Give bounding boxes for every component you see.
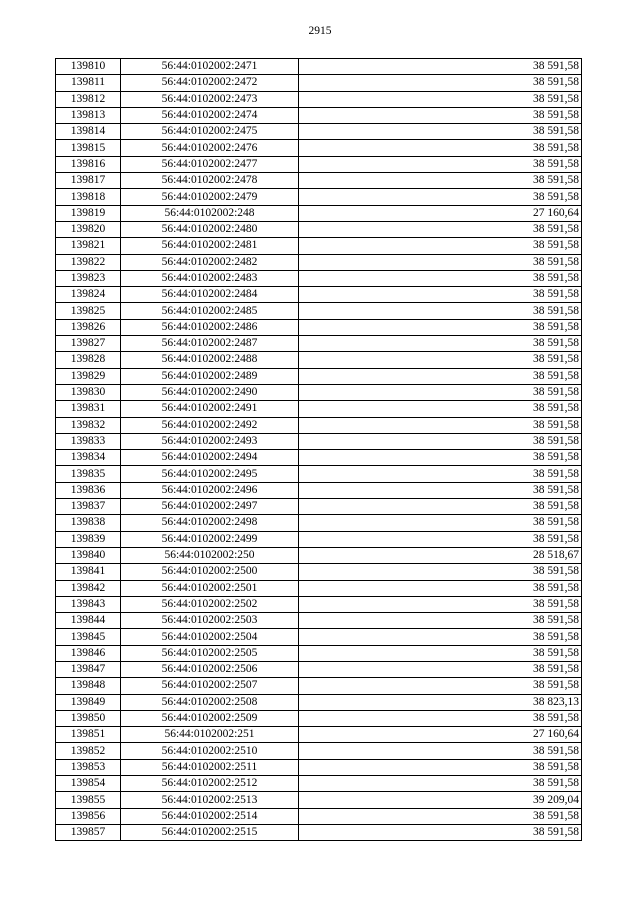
table-row bbox=[56, 401, 582, 417]
table-row bbox=[56, 368, 582, 384]
row-number-cell: 139819 bbox=[56, 205, 121, 221]
cadastral-value-cell: 38 591,58 bbox=[299, 596, 582, 612]
row-number-cell: 139840 bbox=[56, 547, 121, 563]
cadastral-number-cell: 56:44:0102002:2495 bbox=[121, 466, 299, 482]
cadastral-number-cell: 56:44:0102002:2504 bbox=[121, 629, 299, 645]
cadastral-value-cell: 38 591,58 bbox=[299, 287, 582, 303]
table-row bbox=[56, 417, 582, 433]
cadastral-number-cell: 56:44:0102002:2477 bbox=[121, 156, 299, 172]
cadastral-value-cell: 38 591,58 bbox=[299, 189, 582, 205]
cadastral-value-cell: 38 591,58 bbox=[299, 368, 582, 384]
cadastral-value-cell: 38 591,58 bbox=[299, 417, 582, 433]
cadastral-number-cell: 56:44:0102002:2492 bbox=[121, 417, 299, 433]
cadastral-number-cell: 56:44:0102002:248 bbox=[121, 205, 299, 221]
cadastral-value-cell: 38 591,58 bbox=[299, 433, 582, 449]
row-number-cell: 139851 bbox=[56, 727, 121, 743]
cadastral-number-cell: 56:44:0102002:2487 bbox=[121, 336, 299, 352]
row-number-cell: 139832 bbox=[56, 417, 121, 433]
cadastral-value-cell: 38 591,58 bbox=[299, 336, 582, 352]
row-number-cell: 139836 bbox=[56, 482, 121, 498]
cadastral-number-cell: 56:44:0102002:2506 bbox=[121, 661, 299, 677]
row-number-cell: 139827 bbox=[56, 336, 121, 352]
cadastral-number-cell: 56:44:0102002:2509 bbox=[121, 710, 299, 726]
page-number: 2915 bbox=[308, 25, 332, 37]
table-row bbox=[56, 287, 582, 303]
row-number-cell: 139829 bbox=[56, 368, 121, 384]
cadastral-value-cell: 38 591,58 bbox=[299, 710, 582, 726]
cadastral-value-cell: 38 591,58 bbox=[299, 482, 582, 498]
table-row bbox=[56, 91, 582, 107]
row-number-cell: 139856 bbox=[56, 808, 121, 824]
row-number-cell: 139816 bbox=[56, 156, 121, 172]
table-row bbox=[56, 678, 582, 694]
table-row bbox=[56, 303, 582, 319]
cadastral-number-cell: 56:44:0102002:2513 bbox=[121, 792, 299, 808]
row-number-cell: 139853 bbox=[56, 759, 121, 775]
row-number-cell: 139824 bbox=[56, 287, 121, 303]
cadastral-value-cell: 38 591,58 bbox=[299, 515, 582, 531]
row-number-cell: 139852 bbox=[56, 743, 121, 759]
cadastral-number-cell: 56:44:0102002:2507 bbox=[121, 678, 299, 694]
cadastral-number-cell: 56:44:0102002:2474 bbox=[121, 107, 299, 123]
cadastral-number-cell: 56:44:0102002:2484 bbox=[121, 287, 299, 303]
cadastral-number-cell: 56:44:0102002:2491 bbox=[121, 401, 299, 417]
row-number-cell: 139837 bbox=[56, 499, 121, 515]
row-number-cell: 139818 bbox=[56, 189, 121, 205]
cadastral-number-cell: 56:44:0102002:2496 bbox=[121, 482, 299, 498]
row-number-cell: 139828 bbox=[56, 352, 121, 368]
cadastral-value-cell: 38 591,58 bbox=[299, 776, 582, 792]
row-number-cell: 139830 bbox=[56, 384, 121, 400]
table-row bbox=[56, 270, 582, 286]
cadastral-number-cell: 56:44:0102002:2498 bbox=[121, 515, 299, 531]
cadastral-value-cell: 38 591,58 bbox=[299, 352, 582, 368]
table-row bbox=[56, 547, 582, 563]
cadastral-number-cell: 56:44:0102002:2511 bbox=[121, 759, 299, 775]
row-number-cell: 139815 bbox=[56, 140, 121, 156]
table-row bbox=[56, 661, 582, 677]
table-row bbox=[56, 189, 582, 205]
cadastral-number-cell: 56:44:0102002:251 bbox=[121, 727, 299, 743]
row-number-cell: 139821 bbox=[56, 238, 121, 254]
row-number-cell: 139813 bbox=[56, 107, 121, 123]
table-row bbox=[56, 792, 582, 808]
cadastral-value-cell: 38 591,58 bbox=[299, 678, 582, 694]
cadastral-value-table bbox=[55, 58, 582, 841]
table-row bbox=[56, 140, 582, 156]
row-number-cell: 139839 bbox=[56, 531, 121, 547]
cadastral-number-cell: 56:44:0102002:2475 bbox=[121, 124, 299, 140]
cadastral-value-cell: 38 591,58 bbox=[299, 645, 582, 661]
cadastral-number-cell: 56:44:0102002:2479 bbox=[121, 189, 299, 205]
cadastral-value-cell: 38 823,13 bbox=[299, 694, 582, 710]
row-number-cell: 139826 bbox=[56, 319, 121, 335]
cadastral-number-cell: 56:44:0102002:2481 bbox=[121, 238, 299, 254]
table-row bbox=[56, 710, 582, 726]
cadastral-value-cell: 38 591,58 bbox=[299, 661, 582, 677]
cadastral-value-cell: 38 591,58 bbox=[299, 531, 582, 547]
table-row bbox=[56, 107, 582, 123]
row-number-cell: 139833 bbox=[56, 433, 121, 449]
table-row bbox=[56, 515, 582, 531]
row-number-cell: 139838 bbox=[56, 515, 121, 531]
cadastral-number-cell: 56:44:0102002:2508 bbox=[121, 694, 299, 710]
cadastral-number-cell: 56:44:0102002:2500 bbox=[121, 564, 299, 580]
cadastral-number-cell: 56:44:0102002:2483 bbox=[121, 270, 299, 286]
cadastral-number-cell: 56:44:0102002:2485 bbox=[121, 303, 299, 319]
table-body bbox=[56, 59, 582, 841]
row-number-cell: 139831 bbox=[56, 401, 121, 417]
table-row bbox=[56, 482, 582, 498]
row-number-cell: 139846 bbox=[56, 645, 121, 661]
table-row bbox=[56, 727, 582, 743]
cadastral-number-cell: 56:44:0102002:2510 bbox=[121, 743, 299, 759]
table-row bbox=[56, 75, 582, 91]
cadastral-value-cell: 38 591,58 bbox=[299, 824, 582, 840]
row-number-cell: 139823 bbox=[56, 270, 121, 286]
cadastral-value-cell: 39 209,04 bbox=[299, 792, 582, 808]
table-row bbox=[56, 759, 582, 775]
row-number-cell: 139835 bbox=[56, 466, 121, 482]
cadastral-number-cell: 56:44:0102002:2494 bbox=[121, 450, 299, 466]
cadastral-number-cell: 56:44:0102002:2505 bbox=[121, 645, 299, 661]
row-number-cell: 139848 bbox=[56, 678, 121, 694]
cadastral-number-cell: 56:44:0102002:2488 bbox=[121, 352, 299, 368]
cadastral-value-cell: 27 160,64 bbox=[299, 727, 582, 743]
row-number-cell: 139857 bbox=[56, 824, 121, 840]
cadastral-value-cell: 38 591,58 bbox=[299, 173, 582, 189]
table-row bbox=[56, 124, 582, 140]
cadastral-value-cell: 38 591,58 bbox=[299, 254, 582, 270]
table-row bbox=[56, 221, 582, 237]
row-number-cell: 139834 bbox=[56, 450, 121, 466]
cadastral-number-cell: 56:44:0102002:2473 bbox=[121, 91, 299, 107]
cadastral-value-cell: 38 591,58 bbox=[299, 613, 582, 629]
row-number-cell: 139854 bbox=[56, 776, 121, 792]
cadastral-number-cell: 56:44:0102002:2499 bbox=[121, 531, 299, 547]
cadastral-value-cell: 38 591,58 bbox=[299, 499, 582, 515]
cadastral-value-cell: 38 591,58 bbox=[299, 401, 582, 417]
row-number-cell: 139855 bbox=[56, 792, 121, 808]
row-number-cell: 139811 bbox=[56, 75, 121, 91]
cadastral-value-cell: 38 591,58 bbox=[299, 808, 582, 824]
cadastral-value-cell: 38 591,58 bbox=[299, 743, 582, 759]
cadastral-number-cell: 56:44:0102002:2478 bbox=[121, 173, 299, 189]
row-number-cell: 139810 bbox=[56, 59, 121, 75]
row-number-cell: 139849 bbox=[56, 694, 121, 710]
cadastral-value-cell: 38 591,58 bbox=[299, 564, 582, 580]
table-row bbox=[56, 205, 582, 221]
row-number-cell: 139820 bbox=[56, 221, 121, 237]
cadastral-value-cell: 38 591,58 bbox=[299, 466, 582, 482]
cadastral-value-cell: 38 591,58 bbox=[299, 450, 582, 466]
cadastral-number-cell: 56:44:0102002:250 bbox=[121, 547, 299, 563]
table-row bbox=[56, 254, 582, 270]
row-number-cell: 139850 bbox=[56, 710, 121, 726]
cadastral-value-cell: 38 591,58 bbox=[299, 140, 582, 156]
row-number-cell: 139814 bbox=[56, 124, 121, 140]
table-row bbox=[56, 384, 582, 400]
table-row bbox=[56, 352, 582, 368]
table-row bbox=[56, 808, 582, 824]
cadastral-value-cell: 38 591,58 bbox=[299, 238, 582, 254]
cadastral-number-cell: 56:44:0102002:2493 bbox=[121, 433, 299, 449]
cadastral-number-cell: 56:44:0102002:2503 bbox=[121, 613, 299, 629]
row-number-cell: 139844 bbox=[56, 613, 121, 629]
cadastral-number-cell: 56:44:0102002:2490 bbox=[121, 384, 299, 400]
table-row bbox=[56, 613, 582, 629]
row-number-cell: 139845 bbox=[56, 629, 121, 645]
cadastral-value-cell: 27 160,64 bbox=[299, 205, 582, 221]
cadastral-number-cell: 56:44:0102002:2512 bbox=[121, 776, 299, 792]
cadastral-number-cell: 56:44:0102002:2486 bbox=[121, 319, 299, 335]
table-row bbox=[56, 580, 582, 596]
cadastral-value-cell: 38 591,58 bbox=[299, 580, 582, 596]
row-number-cell: 139847 bbox=[56, 661, 121, 677]
table-row bbox=[56, 173, 582, 189]
cadastral-value-cell: 38 591,58 bbox=[299, 759, 582, 775]
table-row bbox=[56, 336, 582, 352]
cadastral-number-cell: 56:44:0102002:2514 bbox=[121, 808, 299, 824]
cadastral-number-cell: 56:44:0102002:2482 bbox=[121, 254, 299, 270]
table-row bbox=[56, 629, 582, 645]
row-number-cell: 139812 bbox=[56, 91, 121, 107]
table-row bbox=[56, 645, 582, 661]
table-row bbox=[56, 433, 582, 449]
cadastral-number-cell: 56:44:0102002:2489 bbox=[121, 368, 299, 384]
cadastral-number-cell: 56:44:0102002:2501 bbox=[121, 580, 299, 596]
table-row bbox=[56, 499, 582, 515]
cadastral-number-cell: 56:44:0102002:2497 bbox=[121, 499, 299, 515]
row-number-cell: 139843 bbox=[56, 596, 121, 612]
cadastral-value-cell: 38 591,58 bbox=[299, 59, 582, 75]
row-number-cell: 139842 bbox=[56, 580, 121, 596]
table-row bbox=[56, 824, 582, 840]
cadastral-value-cell: 38 591,58 bbox=[299, 270, 582, 286]
table-row bbox=[56, 694, 582, 710]
cadastral-value-cell: 38 591,58 bbox=[299, 156, 582, 172]
row-number-cell: 139822 bbox=[56, 254, 121, 270]
table-row bbox=[56, 59, 582, 75]
table-row bbox=[56, 156, 582, 172]
cadastral-number-cell: 56:44:0102002:2476 bbox=[121, 140, 299, 156]
cadastral-value-cell: 38 591,58 bbox=[299, 221, 582, 237]
table-row bbox=[56, 319, 582, 335]
table-row bbox=[56, 596, 582, 612]
cadastral-value-cell: 38 591,58 bbox=[299, 75, 582, 91]
cadastral-number-cell: 56:44:0102002:2471 bbox=[121, 59, 299, 75]
cadastral-number-cell: 56:44:0102002:2515 bbox=[121, 824, 299, 840]
table-row bbox=[56, 450, 582, 466]
cadastral-value-cell: 38 591,58 bbox=[299, 107, 582, 123]
table-row bbox=[56, 743, 582, 759]
table-row bbox=[56, 466, 582, 482]
cadastral-number-cell: 56:44:0102002:2502 bbox=[121, 596, 299, 612]
cadastral-number-cell: 56:44:0102002:2472 bbox=[121, 75, 299, 91]
cadastral-value-cell: 38 591,58 bbox=[299, 629, 582, 645]
cadastral-value-cell: 38 591,58 bbox=[299, 91, 582, 107]
row-number-cell: 139841 bbox=[56, 564, 121, 580]
cadastral-value-cell: 38 591,58 bbox=[299, 303, 582, 319]
row-number-cell: 139825 bbox=[56, 303, 121, 319]
cadastral-value-cell: 38 591,58 bbox=[299, 384, 582, 400]
cadastral-value-cell: 38 591,58 bbox=[299, 319, 582, 335]
cadastral-value-cell: 38 591,58 bbox=[299, 124, 582, 140]
table-row bbox=[56, 564, 582, 580]
table-row bbox=[56, 238, 582, 254]
cadastral-number-cell: 56:44:0102002:2480 bbox=[121, 221, 299, 237]
table-row bbox=[56, 776, 582, 792]
cadastral-value-cell: 28 518,67 bbox=[299, 547, 582, 563]
row-number-cell: 139817 bbox=[56, 173, 121, 189]
table-row bbox=[56, 531, 582, 547]
